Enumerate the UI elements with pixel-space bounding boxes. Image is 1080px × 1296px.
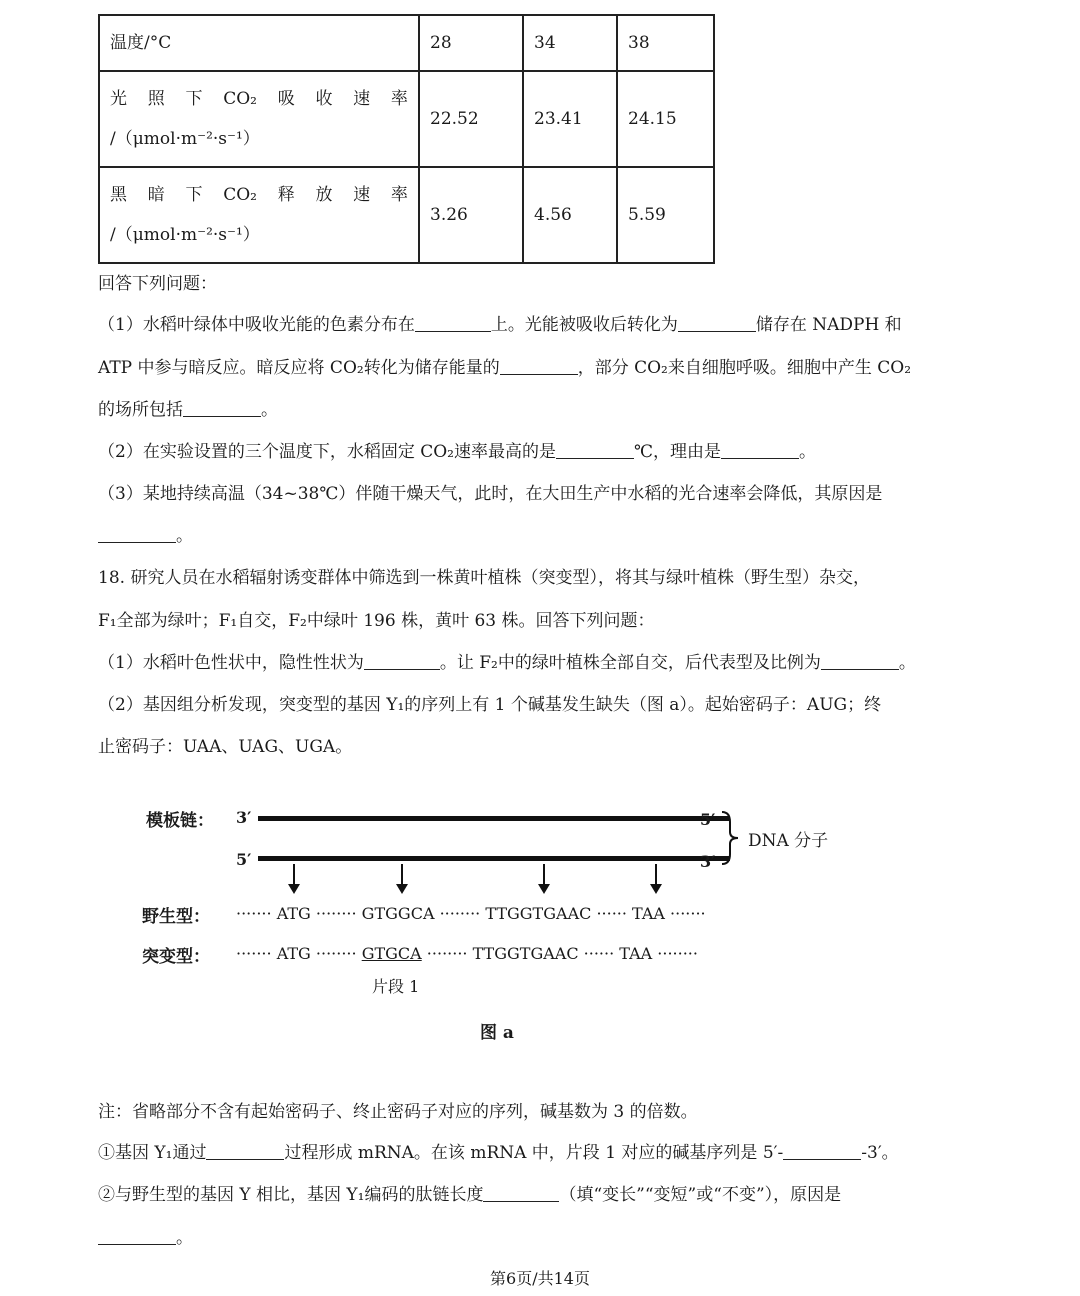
fragment-1-sequence: GTGCA: [361, 944, 422, 963]
arrow-down-icon: [401, 864, 403, 886]
label-char: 黑: [110, 185, 127, 205]
table-cell: 5.59: [617, 167, 714, 263]
q18-intro-line1: 18. 研究人员在水稻辐射诱变群体中筛选到一株黄叶植株（突变型），将其与绿叶植株（野生型）杂交，: [98, 568, 870, 588]
figure-a: [140, 796, 860, 1056]
dna-molecule-label: DNA 分子: [748, 831, 829, 851]
data-table: [98, 14, 715, 264]
row-unit: /（μmol·m⁻²·s⁻¹）: [110, 129, 260, 149]
arrow-down-icon: [543, 864, 545, 886]
table-cell: [99, 167, 419, 263]
label-char: 下: [185, 185, 203, 205]
row-unit: /（μmol·m⁻²·s⁻¹）: [110, 225, 260, 245]
template-strand: [258, 816, 730, 821]
label-char: 速: [353, 185, 371, 205]
mutant-sequence: ······· ATG ········ GTGCA ········ TTGGTGAAC ······ TAA ········: [236, 944, 698, 963]
label-char: 释: [277, 185, 295, 205]
answer-blank[interactable]: [364, 651, 440, 670]
label-char: 吸: [277, 89, 295, 109]
table-cell: 34: [523, 15, 617, 71]
row-label: [110, 175, 408, 215]
row-label: [110, 79, 408, 119]
template-strand-label: 模板链：: [146, 811, 214, 831]
answer-blank[interactable]: [783, 1141, 861, 1160]
q18-sub1: ①基因 Y₁通过 过程形成 mRNA。在该 mRNA 中，片段 1 对应的碱基序列是 5′- -3′。: [98, 1143, 899, 1163]
label-char: 暗: [147, 185, 165, 205]
fragment-1-label: 片段 1: [372, 977, 420, 996]
q17-part3-answer: 。: [98, 524, 193, 548]
answer-blank[interactable]: [678, 313, 756, 332]
q18-part1: （1）水稻叶色性状中，隐性性状为 。让 F₂中的绿叶植株全部自交，后代表型及比例为 。: [98, 653, 916, 673]
answer-blank[interactable]: [183, 398, 261, 417]
coding-strand: [258, 856, 730, 861]
answer-blank[interactable]: [500, 356, 578, 375]
table-cell: 38: [617, 15, 714, 71]
label-char: 率: [390, 89, 408, 109]
strand-end-label: 3′: [236, 808, 252, 827]
figure-caption: 图 a: [480, 1023, 514, 1043]
wild-type-sequence: ······· ATG ········ GTGGCA ········ TTGGTGAAC ······ TAA ·······: [236, 904, 706, 923]
mutant-label: 突变型：: [142, 947, 210, 967]
arrow-down-icon: [293, 864, 295, 886]
q18-sub2-answer: 。: [98, 1226, 193, 1250]
table-cell: 3.26: [419, 167, 523, 263]
table-cell: 24.15: [617, 71, 714, 167]
answer-blank[interactable]: [98, 1226, 176, 1245]
q18-part2-line2: 止密码子：UAA、UAG、UGA。: [98, 737, 353, 757]
wild-type-label: 野生型：: [142, 907, 210, 927]
table-row: [99, 167, 714, 263]
table-cell: 22.52: [419, 71, 523, 167]
label-char: 照: [147, 89, 165, 109]
q18-part2-line1: （2）基因组分析发现，突变型的基因 Y₁的序列上有 1 个碱基发生缺失（图 a）。起始密码子：AUG；终: [98, 695, 882, 715]
label-char: 收: [315, 89, 333, 109]
answer-blank[interactable]: [556, 440, 634, 459]
strand-end-label: 5′: [236, 850, 252, 869]
table-cell: 28: [419, 15, 523, 71]
answer-blank[interactable]: [415, 313, 491, 332]
answer-blank[interactable]: [206, 1141, 284, 1160]
table-row: [99, 15, 714, 71]
arrow-down-icon: [655, 864, 657, 886]
strand-end-label: 3′: [700, 852, 716, 871]
table-cell: 温度/°C: [99, 15, 419, 71]
label-char: 放: [315, 185, 333, 205]
q17-intro: 回答下列问题：: [98, 274, 217, 294]
label-char: CO₂: [223, 89, 257, 109]
q17-part2: （2）在实验设置的三个温度下，水稻固定 CO₂速率最高的是 ℃，理由是 。: [98, 442, 817, 462]
q17-part1-line2: ATP 中参与暗反应。暗反应将 CO₂转化为储存能量的 ，部分 CO₂来自细胞呼吸。细胞中产生 CO₂: [98, 358, 912, 378]
table-cell: [99, 71, 419, 167]
q17-part1-line1: （1）水稻叶绿体中吸收光能的色素分布在 上。光能被吸收后转化为 储存在 NADPH 和: [98, 315, 902, 335]
page-footer: 第6页/共14页: [490, 1269, 590, 1288]
strand-end-label: 5′: [700, 810, 716, 829]
q17-part3: （3）某地持续高温（34~38℃）伴随干燥天气，此时，在大田生产中水稻的光合速率会降低，其原因是: [98, 484, 883, 504]
table-cell: 4.56: [523, 167, 617, 263]
label-char: 下: [185, 89, 203, 109]
table-row: [99, 71, 714, 167]
label-char: CO₂: [223, 185, 257, 205]
q18-intro-line2: F₁全部为绿叶；F₁自交，F₂中绿叶 196 株，黄叶 63 株。回答下列问题：: [98, 611, 655, 631]
note: 注：省略部分不含有起始密码子、终止密码子对应的序列，碱基数为 3 的倍数。: [98, 1102, 698, 1122]
label-char: 率: [390, 185, 408, 205]
q18-sub2: ②与野生型的基因 Y 相比，基因 Y₁编码的肽链长度 （填“变长”“变短”或“不变”），原因是: [98, 1185, 842, 1205]
answer-blank[interactable]: [483, 1183, 559, 1202]
q17-part1-line3: 的场所包括 。: [98, 400, 278, 420]
answer-blank[interactable]: [721, 440, 799, 459]
answer-blank[interactable]: [821, 651, 899, 670]
answer-blank[interactable]: [98, 524, 176, 543]
brace-icon: [718, 810, 744, 866]
table-cell: 23.41: [523, 71, 617, 167]
label-char: 光: [110, 89, 127, 109]
label-char: 速: [353, 89, 371, 109]
